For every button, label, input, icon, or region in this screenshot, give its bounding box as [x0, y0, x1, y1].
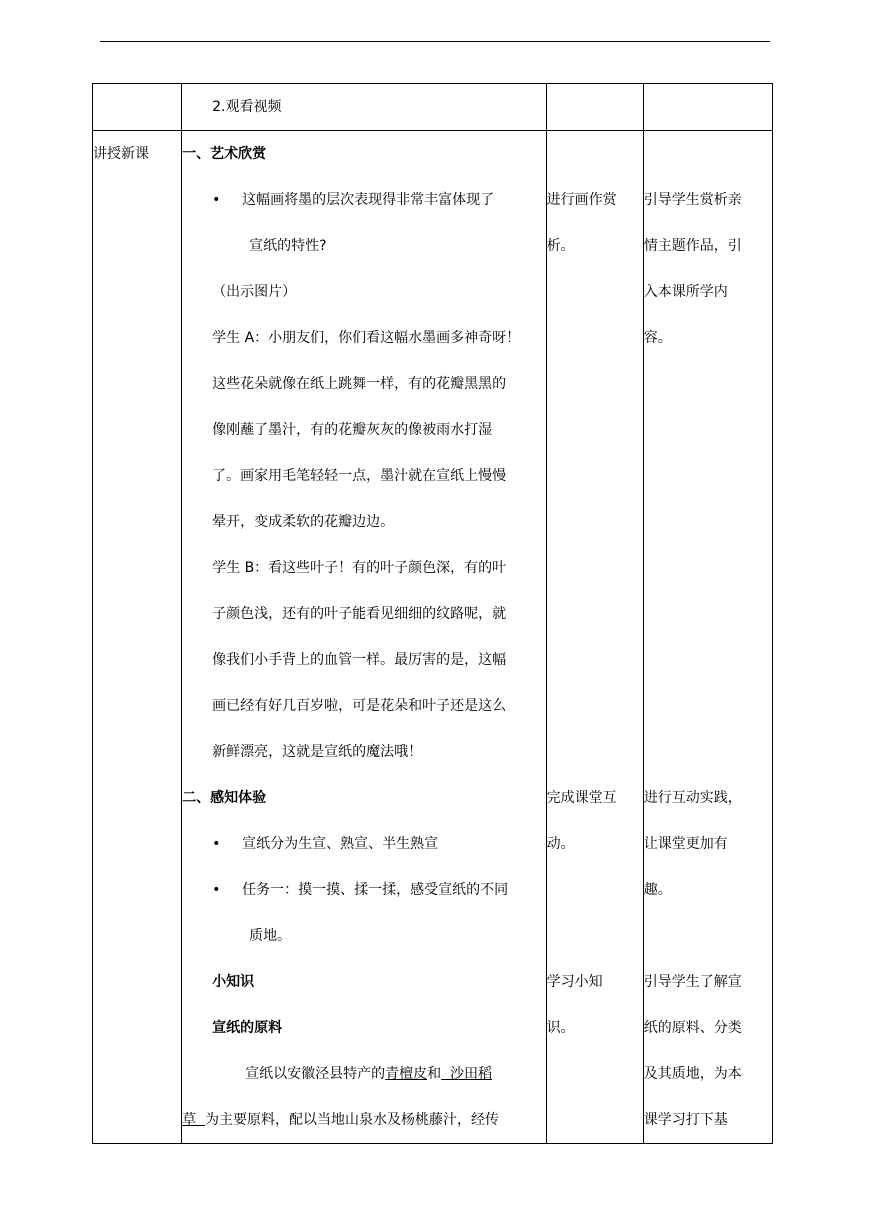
student-activity-text: 识。: [546, 1020, 575, 1036]
design-intent-text: 及其质地，为本: [643, 1066, 742, 1082]
student-b-text: 像我们小手背上的血管一样。最厉害的是，这幅: [212, 652, 507, 668]
student-activity-text: 析。: [546, 238, 575, 254]
bullet-icon: •: [212, 836, 221, 852]
design-intent-cell: [643, 84, 772, 131]
bullet-task-one: • 任务一：摸一摸、揉一揉，感受宣纸的不同: [182, 867, 546, 913]
bullet-icon: •: [212, 192, 221, 208]
student-activity-text: 进行画作赏: [546, 192, 617, 208]
task-continuation: 质地。: [249, 928, 292, 944]
table-row: [93, 131, 773, 1144]
design-intent-text: 情主题作品，引: [643, 238, 742, 254]
student-activity-text: 完成课堂互: [546, 790, 617, 806]
student-activity-text: 学习小知: [546, 974, 603, 990]
knowledge-title: 小知识: [212, 974, 255, 990]
material-title: 宣纸的原料: [212, 1020, 283, 1036]
student-a-text: 学生 A：小朋友们，你们看这幅水墨画多神奇呀！: [212, 330, 521, 346]
student-b-text: 画已经有好几百岁啦，可是花朵和叶子还是这么: [212, 698, 507, 714]
underlined-term: 青檀皮: [385, 1066, 428, 1082]
stage-cell: [93, 84, 182, 131]
student-b-text: 子颜色浅，还有的叶子能看见细细的纹路呢，就: [212, 606, 507, 622]
student-a-text: 了。画家用毛笔轻轻一点，墨汁就在宣纸上慢慢: [212, 468, 507, 484]
design-intent-text: 入本课所学内: [643, 284, 728, 300]
student-b-text: 学生 B：看这些叶子！有的叶子颜色深，有的叶: [212, 560, 507, 576]
stage-label: 讲授新课: [93, 146, 149, 162]
design-intent-text: 纸的原料、分类: [643, 1020, 742, 1036]
bullet-paper-types: • 宣纸分为生宣、熟宣、半生熟宣: [182, 821, 546, 867]
student-a-text: 晕开，变成柔软的花瓣边边。: [212, 514, 395, 530]
student-activity-cell: [546, 84, 643, 131]
material-paragraph-line2: 草 为主要原料，配以当地山泉水及杨桃藤汁，经传: [182, 1112, 500, 1128]
design-intent-text: 趣。: [643, 882, 672, 898]
header-rule: [100, 41, 770, 42]
student-a-text: 这些花朵就像在纸上跳舞一样，有的花瓣黑黑的: [212, 376, 507, 392]
bullet-icon: •: [212, 882, 221, 898]
design-intent-text: 进行互动实践，: [643, 790, 742, 806]
design-intent-text: 容。: [643, 330, 672, 346]
student-activity-text: 动。: [546, 836, 575, 852]
student-activity-cell: [546, 131, 643, 1144]
design-intent-cell: [643, 131, 772, 1144]
bullet-question: • 这幅画将墨的层次表现得非常丰富体现了: [182, 177, 546, 223]
underlined-term: 草: [182, 1112, 206, 1128]
question-continuation: 宣纸的特性?: [249, 238, 327, 254]
table-row: [93, 84, 773, 131]
content-cell: [182, 84, 547, 131]
section-heading-appreciation: 一、艺术欣赏: [182, 146, 267, 162]
design-intent-text: 引导学生赏析亲: [643, 192, 742, 208]
stage-cell: [93, 131, 182, 1144]
content-cell: [182, 131, 547, 1144]
lesson-plan-table: [92, 83, 773, 1144]
show-image-note: （出示图片）: [212, 284, 297, 300]
design-intent-text: 引导学生了解宣: [643, 974, 742, 990]
design-intent-text: 让课堂更加有: [643, 836, 728, 852]
underlined-term: 沙田稻: [441, 1066, 493, 1082]
student-a-text: 像刚蘸了墨汁，有的花瓣灰灰的像被雨水打湿: [212, 422, 493, 438]
student-b-text: 新鲜漂亮，这就是宣纸的魔法哦！: [212, 744, 423, 760]
material-paragraph-line1: 宣纸以安徽泾县特产的青檀皮和 沙田稻: [245, 1066, 493, 1082]
section-heading-experience: 二、感知体验: [182, 790, 267, 806]
design-intent-text: 课学习打下基: [643, 1112, 728, 1128]
video-item: 2.观看视频: [212, 99, 282, 115]
